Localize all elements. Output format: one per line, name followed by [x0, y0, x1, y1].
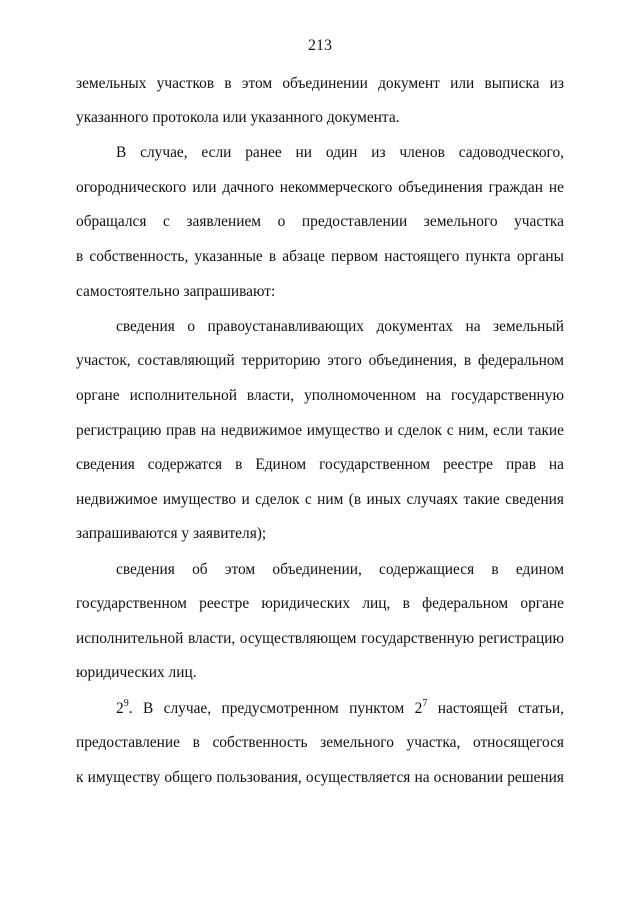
text-line: земельных участков в этом объединении документ или выписка из: [76, 75, 564, 92]
clause-number: 2: [116, 700, 124, 717]
page-number: 213: [308, 37, 332, 54]
text-line: сведения об этом объединении, содержащиеся в едином: [116, 561, 564, 578]
text-line: участок, составляющий территорию этого объединения, в федеральном: [76, 352, 564, 369]
reference-superscript: 7: [422, 699, 428, 709]
text-line: предоставление в собственность земельного участка, относящегося: [76, 734, 564, 751]
text-line: огороднического или дачного некоммерческого объединения граждан не: [76, 179, 564, 196]
text-line: государственном реестре юридических лиц, в федеральном органе: [76, 595, 564, 612]
text-line: В случае, если ранее ни один из членов садоводческого,: [116, 144, 564, 161]
text-line: регистрацию прав на недвижимое имущество и сделок с ним, если такие: [76, 422, 564, 439]
text-line: самостоятельно запрашивают:: [76, 283, 276, 300]
text-line: исполнительной власти, осуществляющем государственную регистрацию: [76, 630, 564, 647]
text-line: в собственность, указанные в абзаце первом настоящего пункта органы: [76, 248, 564, 265]
text-line: к имуществу общего пользования, осуществляется на основании решения: [76, 769, 564, 786]
text-line: запрашиваются у заявителя);: [76, 525, 267, 542]
clause-text: . В случае, предусмотренном пунктом 2: [128, 700, 423, 717]
text-line: юридических лиц.: [76, 664, 197, 681]
text-line: органе исполнительной власти, уполномоченном на государственную: [76, 387, 564, 404]
text-line: сведения о правоустанавливающих документах на земельный: [116, 318, 564, 335]
clause-first-line: [116, 699, 564, 719]
text-line: указанного протокола или указанного документа.: [76, 109, 400, 126]
text-line: сведения содержатся в Едином государственном реестре прав на: [76, 456, 564, 473]
clause-number-superscript: 9: [123, 699, 129, 709]
text-line: недвижимое имущество и сделок с ним (в иных случаях такие сведения: [76, 491, 564, 508]
clause-text: настоящей статьи,: [427, 700, 564, 717]
text-line: обращался с заявлением о предоставлении земельного участка: [76, 213, 564, 230]
